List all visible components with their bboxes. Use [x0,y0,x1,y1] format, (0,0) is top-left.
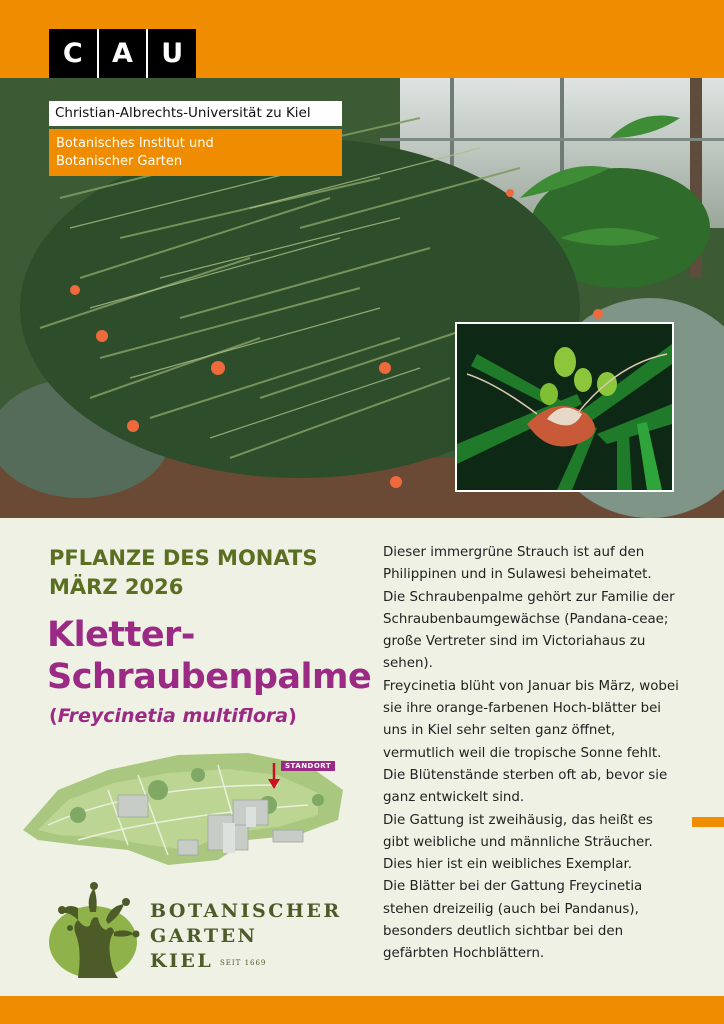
description-text [383,542,683,966]
title-line-1: Kletter- [47,615,195,655]
flower-closeup-photo [455,322,674,492]
description-paragraph-2: Die Schraubenpalme gehört zur Familie der Schraubenbaumgewächse (Pandana-ceae; große Vertreter sind im Victoriahaus zu sehen). [383,589,675,672]
logo-letter-c: C [49,29,99,78]
description-paragraph-3: Freycinetia blüht von Januar bis März, wobei sie ihre orange-farbenen Hoch-blätter bei uns in Kiel sehr selten ganz öffnet, vermutlich weil die tropische Sonne fehlt. Die Blütenstände sterben oft ab, bevor sie ganz entwickelt sind. [383,678,679,806]
logo-letter-a: A [99,29,149,78]
institute-label [49,129,342,176]
title-line-2: Schraubenpalme [47,657,372,697]
location-marker-label: STANDORT [281,761,335,771]
heading-line-2: MÄRZ 2026 [49,575,184,599]
logo-letter-u: U [161,38,184,69]
plant-of-month-heading [49,544,317,602]
cau-logo [49,29,196,78]
paren-close: ) [288,705,297,727]
garden-logo-line-2: GARTEN [150,925,258,947]
plant-scientific-name [49,703,297,729]
description-paragraph-4: Die Gattung ist zweihäusig, das heißt es gibt weibliche und männliche Sträucher. Dies hier ist ein weibliches Exemplar. [383,812,653,873]
university-name: Christian-Albrechts-Universität zu Kiel [49,101,342,126]
scientific-name-text: Freycinetia multiflora [57,705,289,727]
plant-common-name [47,614,371,698]
description-paragraph-1: Dieser immergrüne Strauch ist auf den Philippinen und in Sulawesi beheimatet. [383,545,652,583]
tree-logo-icon [48,880,143,980]
description-paragraph-5: Die Blätter bei der Gattung Freycinetia stehen dreizeilig (auch bei Pandanus), besonders deutlich sichtbar bei den gefärbten Hochblättern. [383,879,643,962]
institute-line-2: Botanischer Garten [56,154,183,169]
heading-line-1: PFLANZE DES MONATS [49,546,318,570]
side-orange-mark [692,817,724,827]
institute-line-1: Botanisches Institut und [56,136,214,151]
garden-logo-line-3: KIEL [150,950,214,972]
paren-open: ( [49,705,58,727]
garden-founded-label: SEIT 1669 [220,959,267,967]
bottom-orange-bar [0,996,724,1024]
garden-logo-line-1: BOTANISCHER [150,900,342,922]
